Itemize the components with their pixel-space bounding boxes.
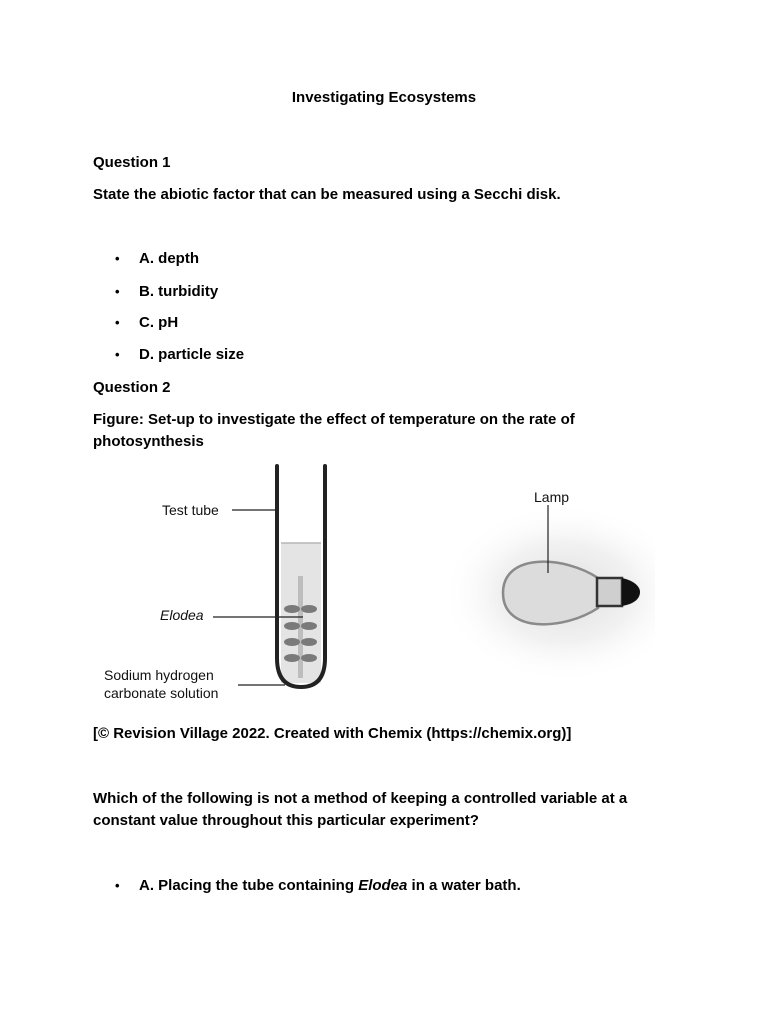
q2-option-a-suffix: in a water bath. — [407, 877, 521, 894]
question-2-heading: Question 2 — [93, 379, 171, 396]
elodea-leaf — [301, 605, 317, 613]
lamp-base — [597, 578, 622, 606]
elodea-leaf — [284, 605, 300, 613]
q2-option-a-text — [139, 875, 521, 897]
figure-caption-line-1: Figure: Set-up to investigate the effect of temperature on the rate of — [93, 411, 575, 428]
label-lamp: Lamp — [534, 489, 570, 505]
elodea-leaf — [284, 622, 300, 630]
question-1-heading: Question 1 — [93, 154, 171, 171]
q1-option-c-text: C. pH — [139, 314, 179, 331]
q2-option-a-prefix: A. Placing the tube containing — [139, 877, 359, 894]
bullet-icon: • — [115, 251, 120, 266]
figure-caption-line-2: photosynthesis — [93, 433, 204, 450]
page-title: Investigating Ecosystems — [291, 89, 477, 106]
label-solution-line-1: Sodium hydrogen — [104, 667, 214, 683]
bullet-icon: • — [115, 878, 120, 893]
label-test-tube: Test tube — [162, 502, 219, 518]
elodea-leaf — [284, 654, 300, 662]
elodea-leaf — [284, 638, 300, 646]
figure-credit: [© Revision Village 2022. Created with Chemix (https://chemix.org)] — [93, 725, 572, 742]
label-solution-line-2: carbonate solution — [104, 685, 219, 701]
elodea-leaf — [301, 638, 317, 646]
bullet-icon: • — [115, 315, 120, 330]
elodea-leaf — [301, 622, 317, 630]
experiment-figure — [95, 460, 655, 710]
bullet-icon: • — [115, 347, 120, 362]
q1-option-a-text: A. depth — [139, 250, 199, 267]
lamp-bulb — [503, 562, 598, 625]
experiment-diagram — [95, 460, 655, 710]
question-1-prompt: State the abiotic factor that can be measured using a Secchi disk. — [93, 186, 561, 203]
elodea-leaf — [301, 654, 317, 662]
q1-option-b-text: B. turbidity — [139, 283, 219, 300]
q1-option-d-text: D. particle size — [139, 346, 245, 363]
q2-option-a-italic: Elodea — [358, 877, 408, 894]
bullet-icon: • — [115, 284, 120, 299]
lamp-icon — [440, 503, 655, 683]
question-2-prompt-line-1: Which of the following is not a method of keeping a controlled variable at a — [93, 790, 628, 807]
question-2-prompt-line-2: constant value throughout this particular experiment? — [93, 812, 479, 829]
label-elodea: Elodea — [160, 607, 204, 623]
